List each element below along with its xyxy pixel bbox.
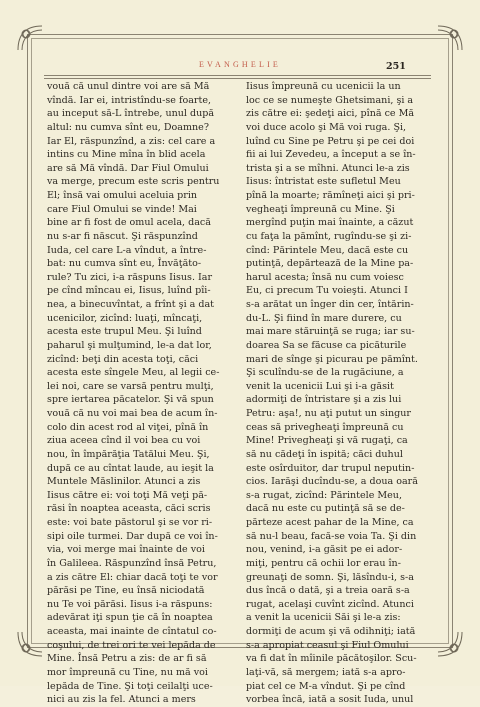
ornament-corner-icon — [434, 628, 466, 660]
text-line: miţi, pentru că ochii lor erau în- — [246, 557, 401, 569]
text-line: are să Mă vîndă. Dar Fiul Omului — [47, 162, 209, 174]
text-line: mai mare stăruinţă se ruga; iar su- — [246, 326, 415, 338]
text-line: Iisus: întristat este sufletul Meu — [246, 176, 401, 188]
text-line: răsi în noaptea aceasta, căci scris — [47, 503, 211, 515]
text-line: bat: nu cumva sînt eu, Învăţăto- — [47, 258, 202, 270]
text-line: Mine! Privegheaţi şi vă rugaţi, ca — [246, 435, 408, 447]
text-line: pe cînd mîncau ei, Iisus, luînd pîi- — [47, 285, 211, 297]
text-line: acesta este sîngele Meu, al legii ce- — [47, 367, 220, 379]
text-line: cu faţa la pămînt, rugîndu-se şi zi- — [246, 230, 412, 242]
text-line: trista şi a se mîhni. Atunci le-a zis — [246, 162, 410, 174]
text-line: dacă nu este cu putinţă să se de- — [246, 503, 405, 515]
text-line: Petru: aşa!, nu aţi putut un singur — [246, 408, 411, 419]
text-line: venit la ucenicii Lui şi i-a găsit — [246, 380, 394, 392]
text-line: părăsi pe Tine, eu însă niciodată — [47, 585, 205, 597]
text-line: bine ar fi fost de omul acela, dacă — [47, 217, 211, 229]
text-line: vouă că unul dintre voi are să Mă — [47, 81, 210, 92]
text-line: du-L. Şi fiind în mare durere, cu — [246, 312, 402, 324]
text-line: a zis către El: chiar dacă toţi te vor — [47, 571, 218, 583]
text-line: a venit la ucenicii Săi şi le-a zis: — [246, 612, 401, 624]
text-line: Iar El, răspunzînd, a zis: cel care a — [47, 135, 216, 147]
text-line: nou, în împărăţia Tatălui Meu. Şi, — [47, 448, 210, 460]
text-line: mor împreună cu Tine, nu mă voi — [47, 666, 208, 678]
text-line: adevărat iţi spun ţie că în noaptea — [47, 612, 213, 624]
text-line: adormiţi de întristare şi a zis lui — [246, 394, 402, 406]
text-line: rule? Tu zici, i-a răspuns Iisus. Iar — [47, 271, 213, 283]
text-line: s-a arătat un înger din cer, întărin- — [246, 299, 414, 310]
text-line: colo din acest rod al viţei, pînă în — [47, 421, 209, 433]
ornament-corner-icon — [14, 22, 46, 54]
text-line: cînd: Părintele Meu, dacă este cu — [246, 244, 409, 256]
text-line: fii ai lui Zevedeu, a început a se în- — [246, 149, 416, 161]
text-line: ucenicilor, zicînd: luaţi, mîncaţi, — [47, 312, 203, 324]
ornament-corner-icon — [434, 22, 466, 54]
text-line: spre iertarea păcatelor. Şi vă spun — [47, 394, 214, 406]
text-line: harul acesta; însă nu cum voiesc — [246, 271, 404, 283]
text-line: El; însă vai omului aceluia prin — [47, 190, 198, 201]
text-line: zicînd: beţi din acesta toţi, căci — [47, 353, 199, 365]
text-line: ziua aceea cînd il voi bea cu voi — [47, 435, 201, 447]
text-line: mergînd puţin mai înainte, a căzut — [246, 217, 414, 229]
text-line: lepăda de Tine. Şi toţi ceilalţi uce- — [47, 680, 213, 692]
text-line: rugat, acelaşi cuvînt zicînd. Atunci — [246, 598, 414, 610]
text-line: intins cu Mine mîna în blid acela — [47, 149, 206, 161]
text-line: putinţă, depărtează de la Mine pa- — [246, 258, 414, 270]
text-line: nea, a binecuvîntat, a frînt şi a dat — [47, 299, 215, 310]
text-line: dormiţi de acum şi vă odihniţi; iată — [246, 626, 416, 637]
text-line: care Fiul Omului se vinde! Mai — [47, 203, 197, 215]
text-line: mari de sînge şi picurau pe pămînt. — [246, 353, 418, 365]
text-line: voi duce acolo şi Mă voi ruga. Şi, — [246, 121, 407, 133]
page-number: 251 — [386, 61, 406, 72]
text-line: cios. Iarăşi ducîndu-se, a doua oară — [246, 476, 418, 488]
text-column-right — [246, 80, 432, 707]
text-line: doarea Sa se făcuse ca picăturile — [246, 339, 407, 351]
text-line: au inceput să-L întrebe, unul după — [47, 108, 215, 120]
text-line: luînd cu Sine pe Petru şi pe cei doi — [246, 135, 415, 147]
text-line: după ce au cîntat laude, au ieşit la — [47, 462, 214, 474]
text-line: Iisus către ei: voi toţi Mă veţi pă- — [47, 489, 208, 501]
text-line: acesta este trupul Meu. Şi luînd — [47, 326, 202, 338]
text-line: zis către ei: şedeţi aici, pînă ce Mă — [246, 108, 415, 120]
text-line: Mine. Însă Petru a zis: de ar fi să — [47, 653, 207, 665]
text-line: vorbea încă, iată a sosit Iuda, unul — [246, 694, 414, 706]
text-line: ceas să privegheaţi împreună cu — [246, 421, 404, 433]
text-line: este osîrduitor, dar trupul neputin- — [246, 462, 415, 474]
text-line: Eu, ci precum Tu voieşti. Atunci I — [246, 285, 408, 297]
text-line: lei noi, care se varsă pentru mulţi, — [47, 380, 214, 392]
text-line: să nu-l beau, facă-se voia Ta. Şi din — [246, 530, 417, 542]
text-line: coşului, de trei ori te vei lepăda de — [47, 639, 216, 651]
text-line: loc ce se numeşte Ghetsimani, şi a — [246, 94, 414, 106]
text-line: nou, venind, i-a găsit pe ei ador- — [246, 544, 403, 556]
text-line: Şi sculîndu-se de la rugăciune, a — [246, 367, 404, 379]
text-line: pînă la moarte; rămîneţi aici şi pri- — [246, 190, 415, 201]
text-line: vegheaţi împreună cu Mine. Şi — [246, 203, 395, 215]
text-line: în Galileea. Răspunzînd însă Petru, — [47, 557, 217, 569]
running-title: EVANGHELIE — [198, 60, 282, 69]
text-line: sipi oile turmei. Dar după ce voi în- — [47, 530, 218, 542]
text-line: s-a rugat, zicînd: Părintele Meu, — [246, 489, 402, 501]
text-column-left — [47, 80, 233, 707]
text-line: vîndă. Iar ei, intristîndu-se foarte, — [47, 94, 212, 106]
text-line: Iisus împreună cu ucenicii la un — [246, 81, 401, 92]
ornament-corner-icon — [14, 628, 46, 660]
text-line: via, voi merge mai înainte de voi — [47, 544, 205, 556]
text-line: părteze acest pahar de la Mine, ca — [246, 517, 414, 528]
text-line: piat cel ce M-a vîndut. Şi pe cînd — [246, 680, 406, 692]
text-line: vouă că nu voi mai bea de acum în- — [47, 408, 218, 419]
text-line: nu s-ar fi născut. Şi răspunzînd — [47, 230, 198, 242]
text-line: altul: nu cumva sînt eu, Doamne? — [47, 121, 209, 133]
text-line: s-a apropiat ceasul şi Fiul Omului — [246, 639, 409, 651]
text-line: greunaţi de somn. Şi, lăsîndu-i, s-a — [246, 571, 414, 583]
text-line: nu Te voi părăsi. Iisus i-a răspuns: — [47, 598, 213, 610]
text-line: nici au zis la fel. Atunci a mers — [47, 694, 196, 706]
text-line: aceasta, mai inainte de cîntatul co- — [47, 626, 217, 637]
text-line: Muntele Măslinilor. Atunci a zis — [47, 476, 201, 488]
text-line: să nu cădeţi în ispită; căci duhul — [246, 448, 403, 460]
text-line: este: voi bate păstorul şi se vor ri- — [47, 517, 213, 528]
page-header — [60, 38, 420, 70]
text-line: va merge, precum este scris pentru — [47, 176, 220, 188]
text-line: dus încă o dată, şi a treia oară s-a — [246, 585, 410, 597]
text-line: va fi dat în mîinile păcătoşilor. Scu- — [246, 653, 417, 665]
header-rule — [44, 75, 431, 79]
text-line: laţi-vă, să mergem; iată s-a apro- — [246, 666, 406, 678]
text-line: Iuda, cel care L-a vîndut, a între- — [47, 244, 207, 256]
text-line: paharul şi mulţumind, le-a dat lor, — [47, 339, 212, 351]
